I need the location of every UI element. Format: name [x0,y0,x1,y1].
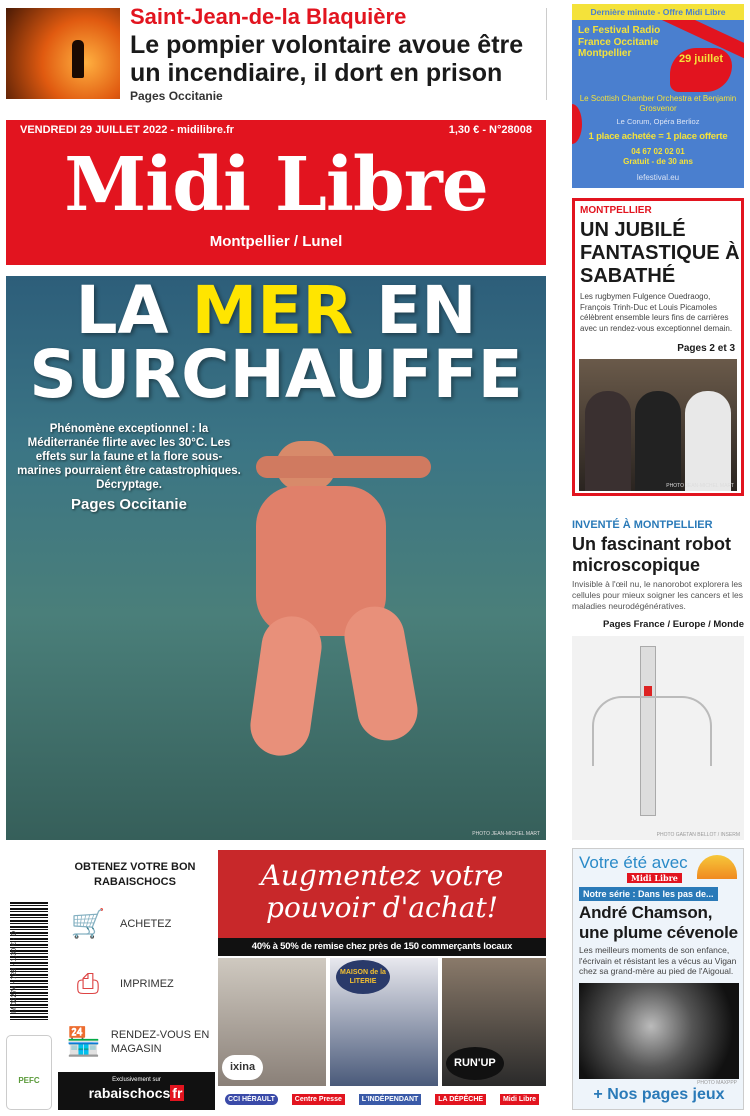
story-headline: UN JUBILÉ FANTASTIQUE À SABATHÉ [580,219,740,287]
brand-badge: Midi Libre [627,873,682,883]
robot-legs [592,696,712,766]
teaser-kicker: Saint-Jean-de-la Blaquière [130,4,407,29]
summer-series-box[interactable] [572,848,744,1110]
logo-text: rabaischocs [88,1085,171,1101]
robot-marker [644,686,652,696]
edition: Montpellier / Lunel [209,233,343,250]
hero-headline [6,276,546,349]
story-kicker: MONTPELLIER [580,205,652,216]
storefront-icon: 🏪 [66,1025,101,1058]
literie-photo [330,958,438,1086]
swimmer-leg [247,613,326,760]
swimmer-leg [340,602,423,745]
step-label: ACHETEZ [120,918,172,930]
teaser-pages: Pages Occitanie [130,89,223,103]
story-headline: André Chamson, une plume cévenole [579,903,738,942]
festival-offer: 1 place achetée = 1 place offerte [588,131,728,142]
story-summary: Invisible à l'œil nu, le nanorobot explorera les cellules pour mieux soigner les cancers et les maladies neurodégénératives. [572,579,744,611]
ixina-photo [218,958,326,1086]
literie-logo: MAISON de la LITERIE [336,960,390,994]
festival-lineup: Le Scottish Chamber Orchestra et Benjamin Grosvenor [579,94,737,113]
games-pages-link[interactable]: + Nos pages jeux [593,1086,725,1103]
printer-icon: ⎙ [76,967,100,1000]
festival-name: Le Festival Radio France Occitanie Montpellier [578,25,661,59]
story-summary: Les meilleurs moments de son enfance, l'écrivain et résistant les a vécus au Vigan chez sa grand-mère au pied de l'Aigoual. [579,945,737,976]
teaser-photo-fire[interactable] [6,8,120,99]
story-summary: Les rugbymen Fulgence Ouedraogo, François Trinh-Duc et Louis Picamoles célèbrent ensemble leurs fins de carrières avec un rendez-vous exceptionnel demain. [580,292,733,333]
exclusive-label: Exclusivement sur [112,1077,161,1083]
hero-pages: Pages Occitanie [71,496,187,513]
sun-icon [697,855,737,879]
pouvoir-achat-ad[interactable] [218,850,546,1110]
jubile-story[interactable] [572,198,744,496]
series-title: Votre été avec [579,853,688,872]
story-pages: Pages 2 et 3 [677,343,735,354]
hero-summary: Phénomène exceptionnel : la Méditerranée flirte avec les 30°C. Les effets sur la faune et la flore sous-marines pourraient être catastrophiques. Décryptage. [17,423,241,491]
ad-headline: Augmentez votre pouvoir d'achat! [218,850,546,938]
logo-tld: fr [172,1085,183,1101]
partner-logo: LA DÉPÊCHE [435,1094,486,1105]
hero-story[interactable] [6,276,546,840]
festival-phone [572,147,744,167]
step-print [66,962,211,1006]
free-note: Gratuit - de 30 ans [623,157,693,166]
photo-credit: PHOTO GAETAN BELLOT / INSERM [656,832,740,838]
ixina-logo: ixina [222,1055,263,1080]
step-buy [66,902,211,946]
rabaischocs-logo[interactable] [58,1072,215,1110]
partner-logo: Midi Libre [500,1094,539,1105]
robot-headline[interactable]: Un fascinant robot microscopique [572,534,732,575]
partner-logo: CCI HÉRAULT [225,1094,278,1105]
story-kicker: INVENTÉ À MONTPELLIER [572,519,713,531]
nanorobot-image [572,636,744,840]
rugby-players-photo [579,359,737,491]
newspaper-title: Midi Libre [64,142,488,228]
person [685,391,731,491]
runup-logo: RUN'UP [446,1047,504,1080]
pefc-logo: PEFC [6,1035,52,1110]
runup-photo [442,958,546,1086]
step-label: RENDEZ-VOUS EN MAGASIN [110,1029,210,1055]
rabaischocs-ad[interactable] [0,850,215,1110]
step-store [66,1020,211,1064]
step-label: IMPRIMEZ [120,978,174,990]
issue-price: 1,30 € - N°28008 [448,124,532,136]
teaser-headline[interactable]: Le pompier volontaire avoue être un incendiaire, il dort en prison [130,31,524,87]
barcode-text: M 02274 - 729 - 1,30 € - D [11,930,18,1013]
headline-text: LA [75,276,192,349]
person [585,391,631,491]
partner-logos [218,1090,546,1108]
hero-headline-line2: SURCHAUFFE [29,336,523,413]
logo [58,1084,215,1102]
story-pages: Pages France / Europe / Monde [603,619,744,630]
photo-credit: PHOTO JEAN-MICHEL MART [666,483,734,489]
person [635,391,681,491]
festival-ad[interactable] [572,4,744,188]
festival-banner: Dernière minute - Offre Midi Libre [572,4,744,20]
photo-credit: PHOTO MAXPPP [697,1080,737,1086]
partner-logo: L'INDÉPENDANT [359,1094,422,1105]
ad-title: OBTENEZ VOTRE BON RABAISCHOCS [74,861,196,888]
festival-url[interactable]: lefestival.eu [636,173,680,182]
photo-credit: PHOTO JEAN-MICHEL MART [472,831,540,837]
phone: 04 67 02 02 01 [631,147,685,156]
partner-logo: Centre Presse [292,1094,345,1105]
festival-venue: Le Corum, Opéra Berlioz [616,117,700,126]
festival-date: 29 juillet [670,48,732,92]
issue-date: VENDREDI 29 JUILLET 2022 - midilibre.fr [20,124,234,136]
ad-band: 40% à 50% de remise chez près de 150 commerçants locaux [218,938,546,956]
divider [546,8,547,100]
swimmer-arms [256,456,431,478]
masthead [6,120,546,265]
headline-text: EN [353,276,477,349]
andre-chamson-photo [579,983,739,1086]
series-label: Notre série : Dans les pas de... [579,887,718,901]
cart-icon: 🛒 [70,907,106,940]
headline-highlight: MER [191,276,354,349]
